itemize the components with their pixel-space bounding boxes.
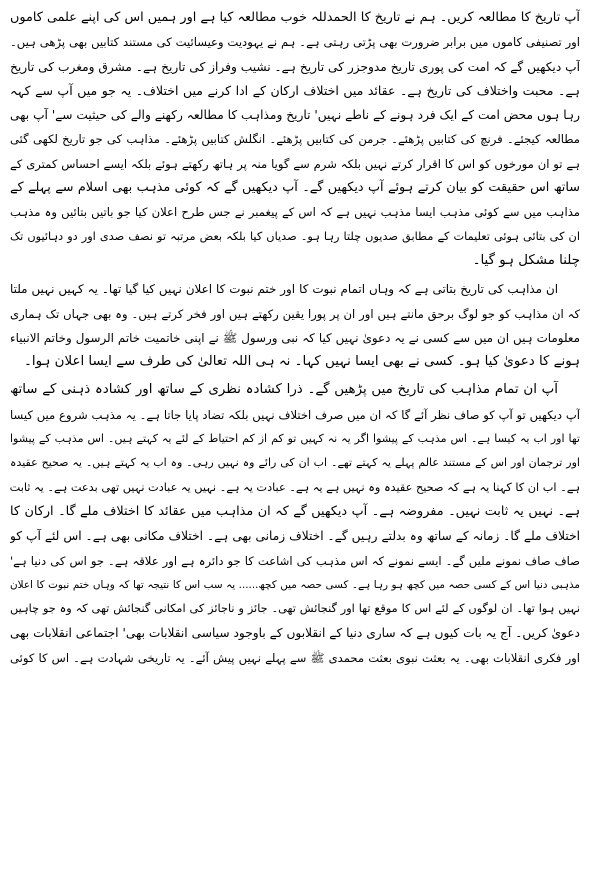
text-line: صاف صاف نمونے ملیں گے۔ ایسے نمونے کہ اس مذہب کی اشاعت کا جو دائرہ ہے اور علاقہ ہے۔ جو اس کی دنیا ہے' <box>10 553 580 568</box>
text-line: آپ دیکھیں گے کہ امت کی پوری تاریخ مدوجزر کی تاریخ ہے۔ نشیب وفراز کی تاریخ ہے۔ مشرق ومغرب کی تاریخ <box>10 59 580 74</box>
text-line: ہے۔ محبت واختلاف کی تاریخ ہے۔ عقائد میں اختلاف ارکان کے ادا کرنے میں اختلاف۔ یہ جو میں آپ سے کہہ <box>10 82 580 98</box>
paragraph <box>10 378 580 670</box>
text-line: دعویٰ کریں۔ آج یہ بات کیوں ہے کہ ساری دنیا کے انقلابوں کے باوجود سیاسی انقلابات بھی' اجتماعی انقلابات بھی <box>10 626 580 641</box>
text-line: اور تصنیفی کاموں میں برابر ضرورت بھی پڑتی رہتی ہے۔ ہم نے یہودیت وعیسائیت کی مستند کتابیں بھی پڑھی ہیں۔ <box>10 35 580 50</box>
text-line: نہیں ہوا تھا۔ ان لوگوں کے لئے اس کا موقع تھا اور گنجائش تھی۔ جائز و ناجائز کی امکانی گنجائش تھی کہ وہ جو چاہیں <box>10 602 580 616</box>
text-line: اختلاف ملے گا۔ زمانہ کے ساتھ وہ بدلتے رہیں گے۔ اختلاف زمانی بھی ہے۔ اختلاف مکانی بھی ہے۔ اس لئے آپ کو <box>10 529 580 544</box>
text-line: آپ دیکھیں تو آپ کو صاف نظر آئے گا کہ ان میں صرف اختلاف نہیں بلکہ تضاد پایا جاتا ہے۔ یہ مذہب شروع میں کیسا <box>10 407 580 422</box>
text-line: ان کی بتائی ہوئی تعلیمات کے مطابق صدیوں چلتا رہا ہو۔ صدیاں کیا بلکہ بعض مرتبہ تو نصف صدی اور دو دہائیوں تک <box>10 229 580 243</box>
paragraph <box>10 277 580 374</box>
text-line: آپ ان تمام مذاہب کی تاریخ میں پڑھیں گے۔ ذرا کشادہ نظری کے ساتھ اور کشادہ ذہنی کے ساتھ <box>10 382 558 398</box>
text-line: ہے۔ اب ان کا کہنا یہ ہے کہ صحیح عقیدہ وہ نہیں ہے یہ ہے۔ عبادت یہ ہے۔ نہیں یہ عبادت نہیں تھی بدعت ہے۔ یہ ثابت <box>10 480 580 494</box>
text-line: ہونے کا دعویٰ کیا ہو۔ کسی نے بھی ایسا نہیں کہا۔ نہ ہی اللہ تعالیٰ کی طرف سے ایسا اعلان ہوا۔ <box>24 354 580 370</box>
text-line: مطالعہ کیجئے۔ فرنچ کی کتابیں پڑھئے۔ جرمن کی کتابیں پڑھئے۔ انگلش کتابیں پڑھئے۔ مذاہب کی جو تاریخ لکھی گئی <box>10 132 580 147</box>
text-line: مذہبی دنیا اس کے کسی حصہ میں کچھ ہو رہا ہے۔ کسی حصہ میں کچھ...... یہ سب اس کا نتیجہ تھا کہ وہاں ختم نبوت کا اعلان <box>10 578 580 591</box>
text-line: آپ تاریخ کا مطالعہ کریں۔ ہم نے تاریخ کا الحمدللہ خوب مطالعہ کیا ہے اور ہمیں اس کی اپنے علمی کاموں <box>10 10 580 25</box>
text-line: ہے۔ نہیں یہ ثابت نہیں۔ مفروضہ ہے۔ آپ دیکھیں گے کہ ان مذاہب میں عقائد کا اختلاف ملے گا۔ ارکان کا <box>10 503 580 519</box>
text-line: مذاہب میں سے کوئی مذہب ایسا مذہب نہیں ہے کہ اس کے پیغمبر نے جس طرح اعلان کیا جو باتیں بتائیں وہ مذہب <box>10 205 580 220</box>
text-line: اور فکری انقلابات بھی۔ یہ بعثت نبوی بعثت محمدی ﷺ سے پہلے نہیں پیش آئے۔ یہ تاریخی شہادت ہے۔ اس کا کوئی <box>10 650 580 665</box>
text-line: ان مذاہب کی تاریخ بتاتی ہے کہ وہاں اتمام نبوت کا اور ختم نبوت کا اعلان نہیں کیا گیا تھا۔ یہ کہیں نہیں ملتا <box>10 282 558 297</box>
text-line: رہا ہوں محض امت کے ایک فرد ہونے کے ناطے نہیں' تاریخ ومذاہب کا مطالعہ رکھنے والے کی حیثیت سے' آپ بھی <box>10 108 580 123</box>
text-line: کہ ان مذاہب کو جو لوگ برحق مانتے ہیں اور ان پر پورا یقین رکھتے ہیں اور فخر کرتے ہیں۔ وہ بھی جہاں تک ہماری <box>10 306 580 321</box>
text-line: اور ترجمان اور اس کے مستند عالم پہلے یہ کہتے تھے۔ اب ان کی رائے وہ نہیں رہی۔ وہ اب یہ کہتے ہیں۔ یہ صحیح عقیدہ <box>10 456 580 470</box>
text-line: ہے تو ان مورخوں کو اس کا اقرار کرتے نہیں بلکہ شرم سے گویا منہ پر ہاتھ رکھتے ہوئے بلکہ ایسے احساس کمتری کے <box>10 156 580 171</box>
paragraph <box>10 6 580 273</box>
text-line: معلومات ہیں ان میں سے کسی نے یہ دعویٰ نہیں کیا کہ نبی ورسول ﷺ نے اپنی خاتمیت خاتم الرسول وخاتم الانبیاء <box>10 330 580 345</box>
text-line: چلنا مشکل ہو گیا۔ <box>472 252 580 268</box>
text-line: ساتھ اس حقیقت کو بیان کرتے ہوئے آپ دیکھیں گے۔ آپ دیکھیں گے کہ کوئی مذہب بھی اسلام سے پہلے کے <box>10 180 580 196</box>
text-line: تھا اور اب یہ کیسا ہے۔ اس مذہب کے پیشوا اگر یہ نہ کہیں تو کم از کم احتیاط کے لئے یہ کہتے ہیں۔ اس مذہب کے پیشوا <box>10 432 580 446</box>
